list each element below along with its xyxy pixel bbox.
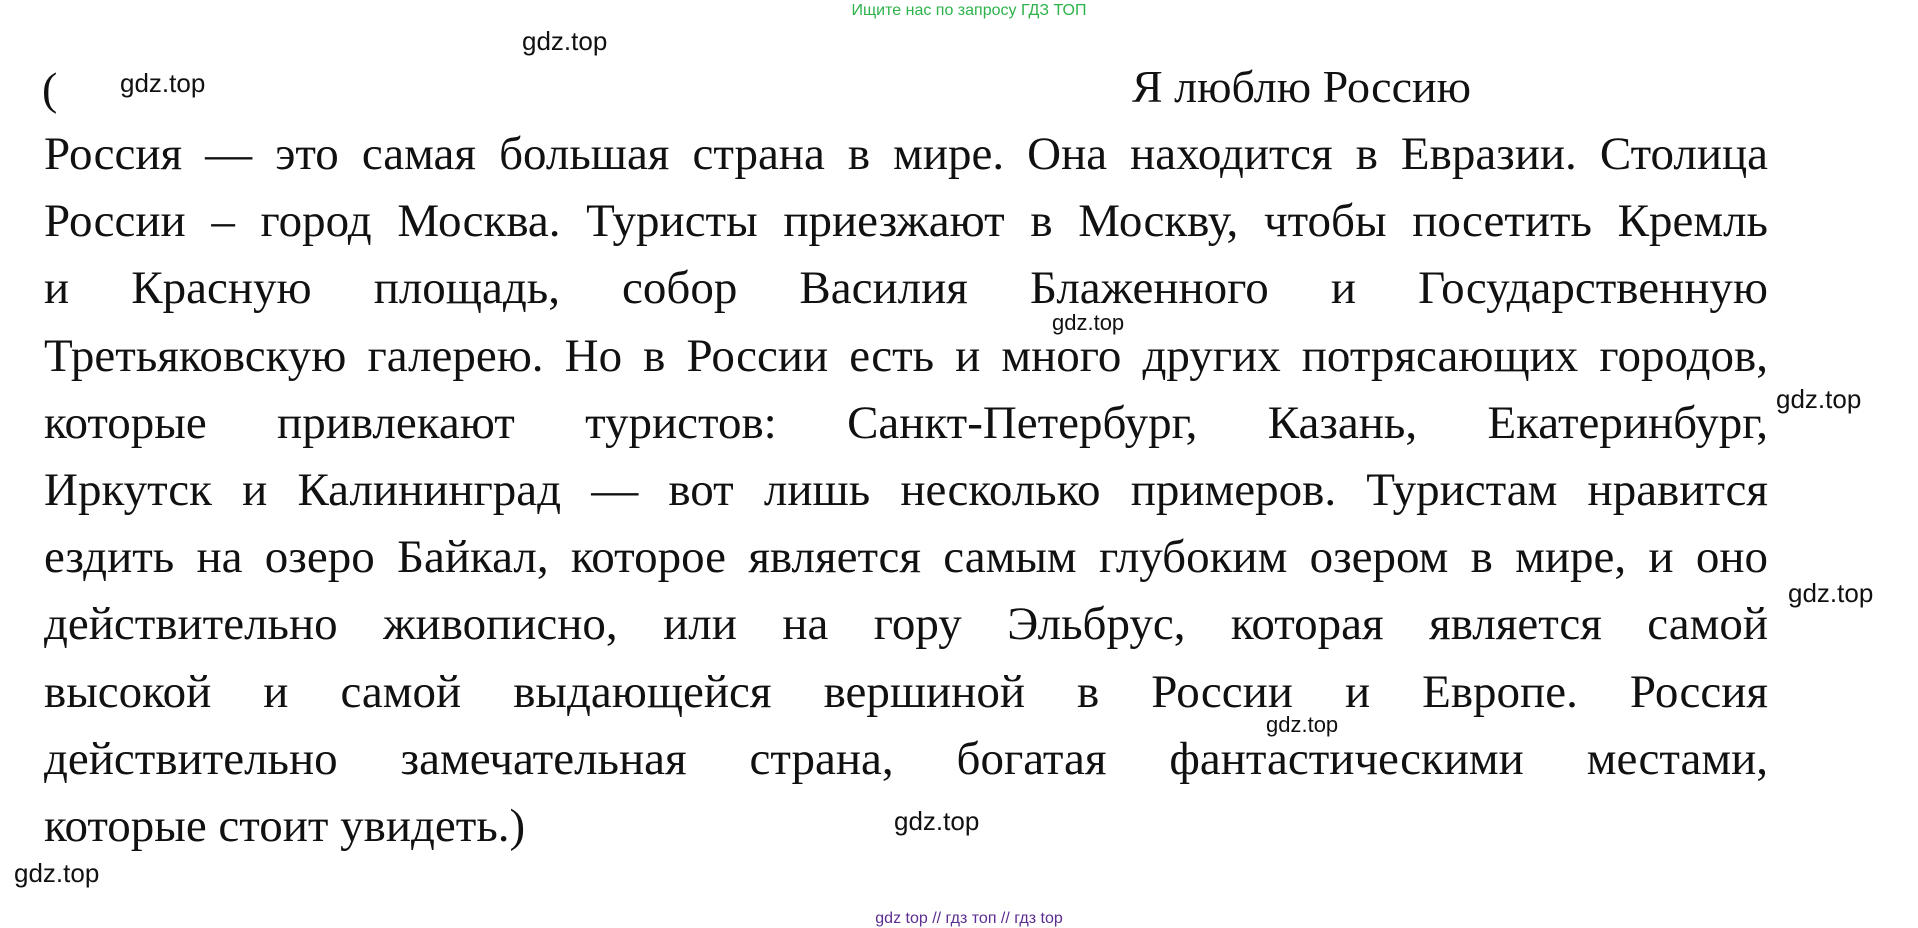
watermark: gdz.top — [1776, 384, 1862, 414]
text-line: ездить на озеро Байкал, которое является самым глубоким озером в мире, и оно — [44, 531, 1768, 584]
essay-text — [44, 121, 1768, 860]
text-line: которые привлекают туристов: Санкт-Петербург, Казань, Екатеринбург, — [44, 396, 1768, 449]
watermark: gdz.top — [1266, 712, 1339, 737]
watermark: gdz.top — [14, 858, 100, 888]
text-line: России – город Москва. Туристы приезжают в Москву, чтобы посетить Кремль — [44, 195, 1768, 248]
watermark: gdz.top — [522, 26, 608, 56]
search-banner[interactable]: Ищите нас по запросу ГДЗ ТОП — [851, 2, 1087, 19]
text-line: высокой и самой выдающейся вершиной в России и Европе. Россия — [44, 665, 1768, 718]
text-line: действительно замечательная страна, богатая фантастическими местами, — [44, 732, 1768, 785]
text-line: действительно живописно, или на гору Эльбрус, которая является самой — [44, 598, 1768, 651]
text-line: Россия — это самая большая страна в мире. Она находится в Евразии. Столица — [44, 128, 1768, 180]
watermark: gdz.top — [1052, 310, 1125, 335]
text-line: Третьяковскую галерею. Но в России есть и много других потрясающих городов, — [44, 329, 1768, 382]
text-line: Иркутск и Калининград — вот лишь несколько примеров. Туристам нравится — [44, 463, 1768, 516]
footer-links[interactable]: gdz top // гдз топ // гдз top — [875, 910, 1063, 927]
text-line: которые стоит увидеть.) — [44, 799, 526, 852]
page-title: Я люблю Россию — [1132, 61, 1471, 112]
watermark: gdz.top — [1788, 578, 1874, 608]
watermark: gdz.top — [120, 68, 206, 98]
opening-parenthesis: ( — [42, 63, 58, 114]
watermark: gdz.top — [894, 806, 980, 836]
text-line: и Красную площадь, собор Василия Блаженного и Государственную — [44, 262, 1768, 315]
